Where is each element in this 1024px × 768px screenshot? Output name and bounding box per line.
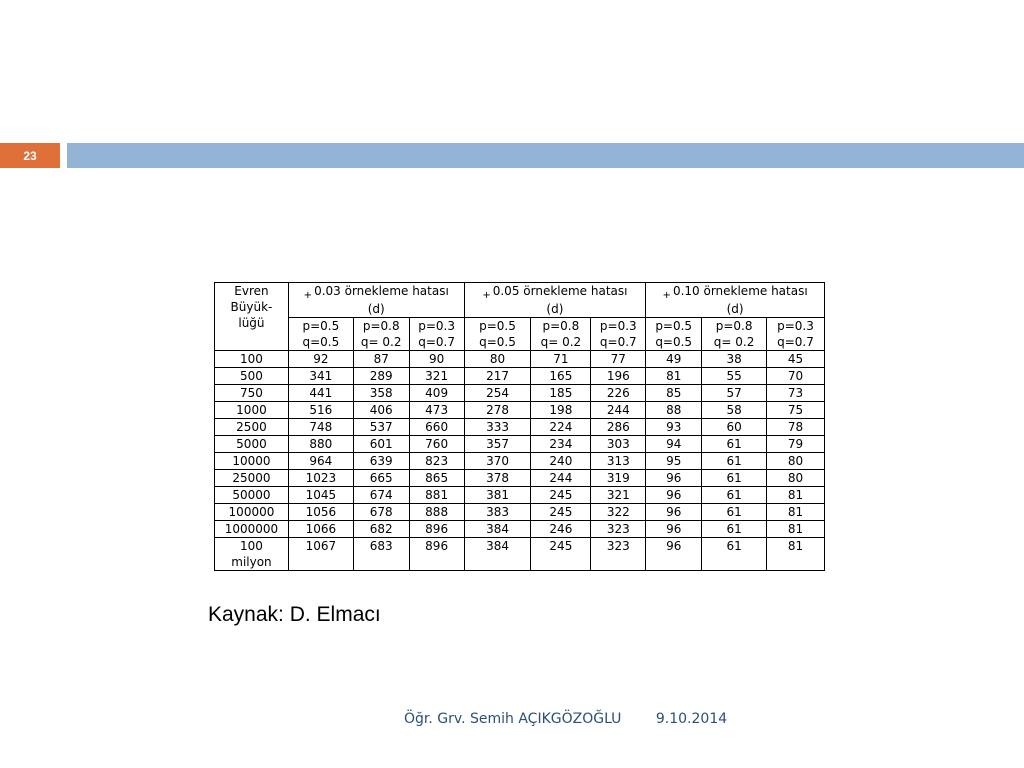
- sample-size-cell: 81: [767, 538, 825, 571]
- evren-header-line: Evren: [234, 284, 269, 298]
- sample-size-cell: 286: [591, 419, 646, 436]
- sample-size-cell: 289: [353, 368, 409, 385]
- pq-header-line: q=0.7: [777, 335, 814, 349]
- population-size-text: 1000: [236, 403, 267, 417]
- sample-size-cell: 96: [646, 487, 702, 504]
- sample-size-cell: 61: [702, 436, 767, 453]
- error-group-unit: (d): [546, 302, 564, 316]
- sample-size-cell: 333: [464, 419, 531, 436]
- sample-size-cell: 244: [591, 402, 646, 419]
- sample-size-cell: 45: [767, 351, 825, 368]
- sample-size-cell: 61: [702, 453, 767, 470]
- population-size-cell: [215, 419, 289, 436]
- pq-header-line: p=0.5: [479, 319, 516, 333]
- plus-minus-sign: +: [482, 290, 491, 301]
- sample-size-cell: 1023: [288, 470, 353, 487]
- population-size-cell: [215, 436, 289, 453]
- sample-size-cell: 678: [353, 504, 409, 521]
- table-row: [215, 402, 825, 419]
- sample-size-cell: 323: [591, 538, 646, 571]
- footer-date: 9.10.2014: [655, 711, 728, 727]
- sample-size-cell: 683: [353, 538, 409, 571]
- sample-size-cell: 234: [531, 436, 591, 453]
- pq-header-line: p=0.3: [418, 319, 456, 333]
- population-size-text: 5000: [236, 437, 267, 451]
- table-row: [215, 521, 825, 538]
- error-group-label: 0.05 örnekleme hatası: [492, 284, 628, 298]
- sample-size-cell: 71: [531, 351, 591, 368]
- sample-size-cell: 61: [702, 521, 767, 538]
- sample-size-cell: 441: [288, 385, 353, 402]
- sample-size-cell: 1066: [288, 521, 353, 538]
- sample-size-table: [214, 282, 825, 571]
- population-size-cell: [215, 521, 289, 538]
- sample-size-cell: 319: [591, 470, 646, 487]
- pq-header-line: p=0.3: [599, 319, 637, 333]
- sample-size-cell: 473: [409, 402, 464, 419]
- population-size-text: 500: [240, 369, 263, 383]
- sample-size-cell: 38: [702, 351, 767, 368]
- error-group-header-005: [464, 283, 646, 318]
- table-row: [215, 385, 825, 402]
- sample-size-cell: 321: [409, 368, 464, 385]
- header-row: [215, 283, 825, 318]
- sample-size-cell: 748: [288, 419, 353, 436]
- sample-size-cell: 384: [464, 521, 531, 538]
- sample-size-cell: 409: [409, 385, 464, 402]
- pq-header-line: p=0.8: [542, 319, 580, 333]
- sample-size-cell: 90: [409, 351, 464, 368]
- population-size-cell: [215, 487, 289, 504]
- sample-size-cell: 198: [531, 402, 591, 419]
- sample-size-cell: 61: [702, 504, 767, 521]
- pq-header-line: p=0.5: [655, 319, 693, 333]
- population-size-text: 50000: [232, 488, 271, 502]
- sample-size-cell: 224: [531, 419, 591, 436]
- sample-size-cell: 760: [409, 436, 464, 453]
- sample-size-cell: 196: [591, 368, 646, 385]
- sample-size-cell: 58: [702, 402, 767, 419]
- sample-size-cell: 639: [353, 453, 409, 470]
- sample-size-cell: 1067: [288, 538, 353, 571]
- population-size-text: 100: [240, 539, 263, 553]
- sample-size-cell: 537: [353, 419, 409, 436]
- sample-size-cell: 96: [646, 470, 702, 487]
- sample-size-cell: 61: [702, 470, 767, 487]
- sample-size-cell: 880: [288, 436, 353, 453]
- sample-size-cell: 321: [591, 487, 646, 504]
- sample-size-cell: 75: [767, 402, 825, 419]
- pq-header-line: p=0.5: [302, 319, 340, 333]
- sample-size-cell: 94: [646, 436, 702, 453]
- sample-size-cell: 81: [767, 521, 825, 538]
- slide-number: [0, 143, 60, 168]
- sample-size-cell: 81: [646, 368, 702, 385]
- sample-size-cell: 303: [591, 436, 646, 453]
- table-row: [215, 487, 825, 504]
- evren-header-line: lüğü: [238, 316, 265, 330]
- error-group-header-010: [646, 283, 825, 318]
- sample-size-cell: 896: [409, 521, 464, 538]
- pq-header-cell: [591, 318, 646, 351]
- pq-header-line: q=0.7: [418, 335, 456, 349]
- pq-header-line: q=0.7: [599, 335, 637, 349]
- pq-header-row: [215, 318, 825, 351]
- sample-size-cell: 246: [531, 521, 591, 538]
- plus-minus-sign: +: [303, 290, 313, 301]
- sample-size-cell: 254: [464, 385, 531, 402]
- table-row: [215, 504, 825, 521]
- sample-size-cell: 80: [464, 351, 531, 368]
- population-size-text: 750: [240, 386, 263, 400]
- population-size-cell: [215, 538, 289, 571]
- population-size-cell: [215, 351, 289, 368]
- sample-size-cell: 80: [767, 453, 825, 470]
- sample-size-cell: 96: [646, 538, 702, 571]
- table-row: [215, 351, 825, 368]
- sample-size-cell: 61: [702, 538, 767, 571]
- evren-header-cell: [215, 283, 289, 351]
- sample-size-cell: 896: [409, 538, 464, 571]
- table-row: [215, 419, 825, 436]
- sample-size-cell: 78: [767, 419, 825, 436]
- population-size-cell: [215, 504, 289, 521]
- sample-size-cell: 93: [646, 419, 702, 436]
- pq-header-line: q=0.5: [479, 335, 516, 349]
- sample-size-cell: 341: [288, 368, 353, 385]
- table-body: [215, 283, 825, 571]
- pq-header-cell: [409, 318, 464, 351]
- sample-size-cell: 70: [767, 368, 825, 385]
- sample-size-cell: 674: [353, 487, 409, 504]
- sample-size-cell: 383: [464, 504, 531, 521]
- sample-size-cell: 60: [702, 419, 767, 436]
- sample-size-cell: 1045: [288, 487, 353, 504]
- evren-header-line: Büyük-: [230, 300, 273, 314]
- sample-size-cell: 245: [531, 538, 591, 571]
- sample-size-cell: 80: [767, 470, 825, 487]
- sample-size-cell: 601: [353, 436, 409, 453]
- footer-author: Öğr. Grv. Semih AÇIKGÖZOĞLU: [404, 711, 622, 727]
- sample-size-cell: 77: [591, 351, 646, 368]
- population-size-text: 100: [240, 352, 263, 366]
- sample-size-cell: 384: [464, 538, 531, 571]
- pq-header-line: p=0.3: [777, 319, 814, 333]
- slide-number-text: 23: [23, 148, 37, 163]
- sample-size-cell: 665: [353, 470, 409, 487]
- sample-size-cell: 516: [288, 402, 353, 419]
- population-size-cell: [215, 453, 289, 470]
- table-row: [215, 436, 825, 453]
- population-size-text: 100000: [228, 505, 275, 519]
- error-group-unit: (d): [367, 302, 385, 316]
- sample-size-cell: 185: [531, 385, 591, 402]
- sample-size-cell: 313: [591, 453, 646, 470]
- pq-header-line: p=0.8: [362, 319, 400, 333]
- sample-size-cell: 370: [464, 453, 531, 470]
- sample-size-cell: 73: [767, 385, 825, 402]
- sample-size-cell: 278: [464, 402, 531, 419]
- population-size-cell: [215, 402, 289, 419]
- sample-size-cell: 226: [591, 385, 646, 402]
- sample-size-cell: 660: [409, 419, 464, 436]
- sample-size-cell: 55: [702, 368, 767, 385]
- population-size-text: 1000000: [224, 522, 279, 536]
- sample-size-cell: 81: [767, 504, 825, 521]
- population-size-text: 2500: [236, 420, 267, 434]
- sample-size-cell: 964: [288, 453, 353, 470]
- footer: [404, 711, 727, 727]
- sample-size-cell: 79: [767, 436, 825, 453]
- pq-header-cell: [464, 318, 531, 351]
- table-row: [215, 453, 825, 470]
- error-group-label: 0.03 örnekleme hatası: [314, 284, 449, 298]
- population-size-text: 10000: [232, 454, 271, 468]
- pq-header-cell: [288, 318, 353, 351]
- sample-size-cell: 358: [353, 385, 409, 402]
- sample-size-cell: 888: [409, 504, 464, 521]
- sample-size-cell: 823: [409, 453, 464, 470]
- sample-size-cell: 244: [531, 470, 591, 487]
- sample-size-cell: 95: [646, 453, 702, 470]
- sample-size-cell: 96: [646, 504, 702, 521]
- sample-size-cell: 217: [464, 368, 531, 385]
- header-bar: [67, 143, 1024, 168]
- sample-size-cell: 88: [646, 402, 702, 419]
- sample-size-cell: 96: [646, 521, 702, 538]
- sample-size-cell: 406: [353, 402, 409, 419]
- pq-header-cell: [767, 318, 825, 351]
- table-row: [215, 470, 825, 487]
- pq-header-cell: [646, 318, 702, 351]
- plus-minus-sign: +: [662, 290, 671, 301]
- population-size-cell: [215, 368, 289, 385]
- sample-size-cell: 322: [591, 504, 646, 521]
- population-size-cell: [215, 385, 289, 402]
- population-size-cell: [215, 470, 289, 487]
- sample-size-cell: 92: [288, 351, 353, 368]
- sample-size-cell: 49: [646, 351, 702, 368]
- sample-size-cell: 245: [531, 487, 591, 504]
- sample-size-cell: 57: [702, 385, 767, 402]
- sample-size-cell: 87: [353, 351, 409, 368]
- sample-size-cell: 378: [464, 470, 531, 487]
- sample-size-cell: 881: [409, 487, 464, 504]
- sample-size-cell: 1056: [288, 504, 353, 521]
- pq-header-line: q= 0.2: [713, 335, 755, 349]
- sample-size-cell: 85: [646, 385, 702, 402]
- sample-size-cell: 245: [531, 504, 591, 521]
- pq-header-cell: [531, 318, 591, 351]
- sample-size-cell: 357: [464, 436, 531, 453]
- sample-size-cell: 381: [464, 487, 531, 504]
- pq-header-cell: [353, 318, 409, 351]
- sample-size-cell: 81: [767, 487, 825, 504]
- sample-size-cell: 61: [702, 487, 767, 504]
- error-group-unit: (d): [726, 302, 744, 316]
- sample-size-cell: 865: [409, 470, 464, 487]
- pq-header-line: q=0.5: [302, 335, 340, 349]
- pq-header-line: q=0.5: [655, 335, 693, 349]
- sample-size-cell: 240: [531, 453, 591, 470]
- sample-size-cell: 323: [591, 521, 646, 538]
- sample-size-cell: 682: [353, 521, 409, 538]
- error-group-label: 0.10 örnekleme hatası: [672, 284, 808, 298]
- population-size-text: milyon: [231, 555, 272, 569]
- pq-header-line: q= 0.2: [540, 335, 582, 349]
- sample-size-cell: 165: [531, 368, 591, 385]
- population-size-text: 25000: [232, 471, 271, 485]
- pq-header-line: q= 0.2: [360, 335, 402, 349]
- pq-header-line: p=0.8: [715, 319, 753, 333]
- error-group-header-003: [288, 283, 464, 318]
- source-caption: Kaynak: D. Elmacı: [208, 603, 381, 626]
- pq-header-cell: [702, 318, 767, 351]
- table-row: [215, 538, 825, 571]
- table-row: [215, 368, 825, 385]
